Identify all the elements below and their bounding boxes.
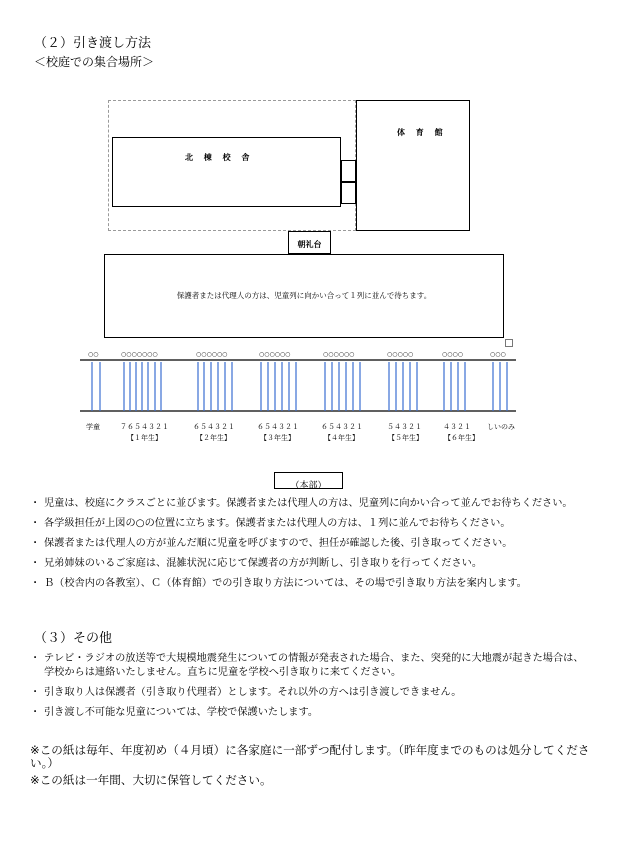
guardian-area-text: 保護者または代理人の方は、児童列に向かい合って１列に並んで待ちます。: [176, 291, 432, 300]
list-item: ・ 引き取り人は保護者（引き取り代理者）とします。それ以外の方へは引き渡しできません。: [30, 686, 590, 700]
north-building-label: 北 棟 校 舎: [185, 153, 254, 162]
note-distribution: ※この紙は毎年、年度初め（４月頃）に各家庭に一部ずつ配付します。（昨年度までのものは処分してください。）: [30, 743, 590, 770]
teacher-circles-1: ○○: [88, 351, 99, 358]
headquarters-box: [274, 472, 343, 489]
section3-bullets: [30, 652, 590, 726]
gym-label: 体 育 館: [397, 128, 447, 137]
label-shiinomi: しいのみ: [487, 423, 515, 431]
section2-bullets: [30, 497, 590, 597]
list-item: ・ テレビ・ラジオの放送等で大規模地震発生についての情報が発表された場合、また、突発的に大地震が起きた場合は、学校からは連絡いたしません。直ちに児童を学校へ引き取りに来てください。: [30, 652, 590, 680]
note-keep: ※この紙は一年間、大切に保管してください。: [30, 773, 272, 787]
list-item: ・ Ｂ（校舎内の各教室）、Ｃ（体育館）での引き取り方法については、その場で引き取り方法を案内します。: [30, 577, 590, 591]
section3-title: （３）その他: [34, 631, 113, 646]
label-gakudo: 学童: [86, 423, 100, 431]
headquarters-label: （本部）: [290, 481, 327, 491]
teacher-circles-7: ○○○○: [442, 351, 463, 358]
teacher-circles-6: ○○○○○: [387, 351, 414, 358]
section2-subtitle: ＜校庭での集合場所＞: [34, 55, 155, 69]
label-grade1-classes: ７６５４３２１: [120, 423, 169, 431]
list-item: ・ 各学級担任が上図の○の位置に立ちます。保護者または代理人の方は、１列に並んでお待ちください。: [30, 517, 590, 531]
grade1-label: 【１年生】: [127, 434, 162, 442]
teacher-circles-2: ○○○○○○○: [121, 351, 158, 358]
label-grade5-classes: ５４３２１: [387, 423, 422, 431]
list-item: ・ 保護者または代理人の方が並んだ順に児童を呼びますので、担任が確認した後、引き取ってください。: [30, 537, 590, 551]
podium-label: 朝礼台: [297, 240, 322, 249]
list-item: ・ 児童は、校庭にクラスごとに並びます。保護者または代理人の方は、児童列に向かい合って並んでお待ちください。: [30, 497, 590, 511]
section2-title: （２）引き渡し方法: [34, 36, 152, 51]
label-grade6-classes: ４３２１: [443, 423, 471, 431]
label-grade4-classes: ６５４３２１: [321, 423, 363, 431]
teacher-circles-3: ○○○○○○: [196, 351, 228, 358]
grade5-label: 【５年生】: [388, 434, 423, 442]
notes: [30, 744, 594, 787]
list-item: ・ 引き渡し不可能な児童については、学校で保護いたします。: [30, 706, 590, 720]
label-grade3-classes: ６５４３２１: [257, 423, 299, 431]
list-item: ・ 兄弟姉妹のいるご家庭は、混雑状況に応じて保護者の方が判断し、引き取りを行ってください。: [30, 557, 590, 571]
grade4-label: 【４年生】: [324, 434, 359, 442]
student-columns: [92, 362, 507, 411]
grade3-label: 【３年生】: [260, 434, 295, 442]
teacher-circles-4: ○○○○○○: [259, 351, 291, 358]
teacher-circles-5: ○○○○○○: [323, 351, 355, 358]
grade2-label: 【２年生】: [196, 434, 231, 442]
grade6-label: 【６年生】: [444, 434, 479, 442]
label-grade2-classes: ６５４３２１: [193, 423, 235, 431]
teacher-circles-8: ○○○: [490, 351, 506, 358]
